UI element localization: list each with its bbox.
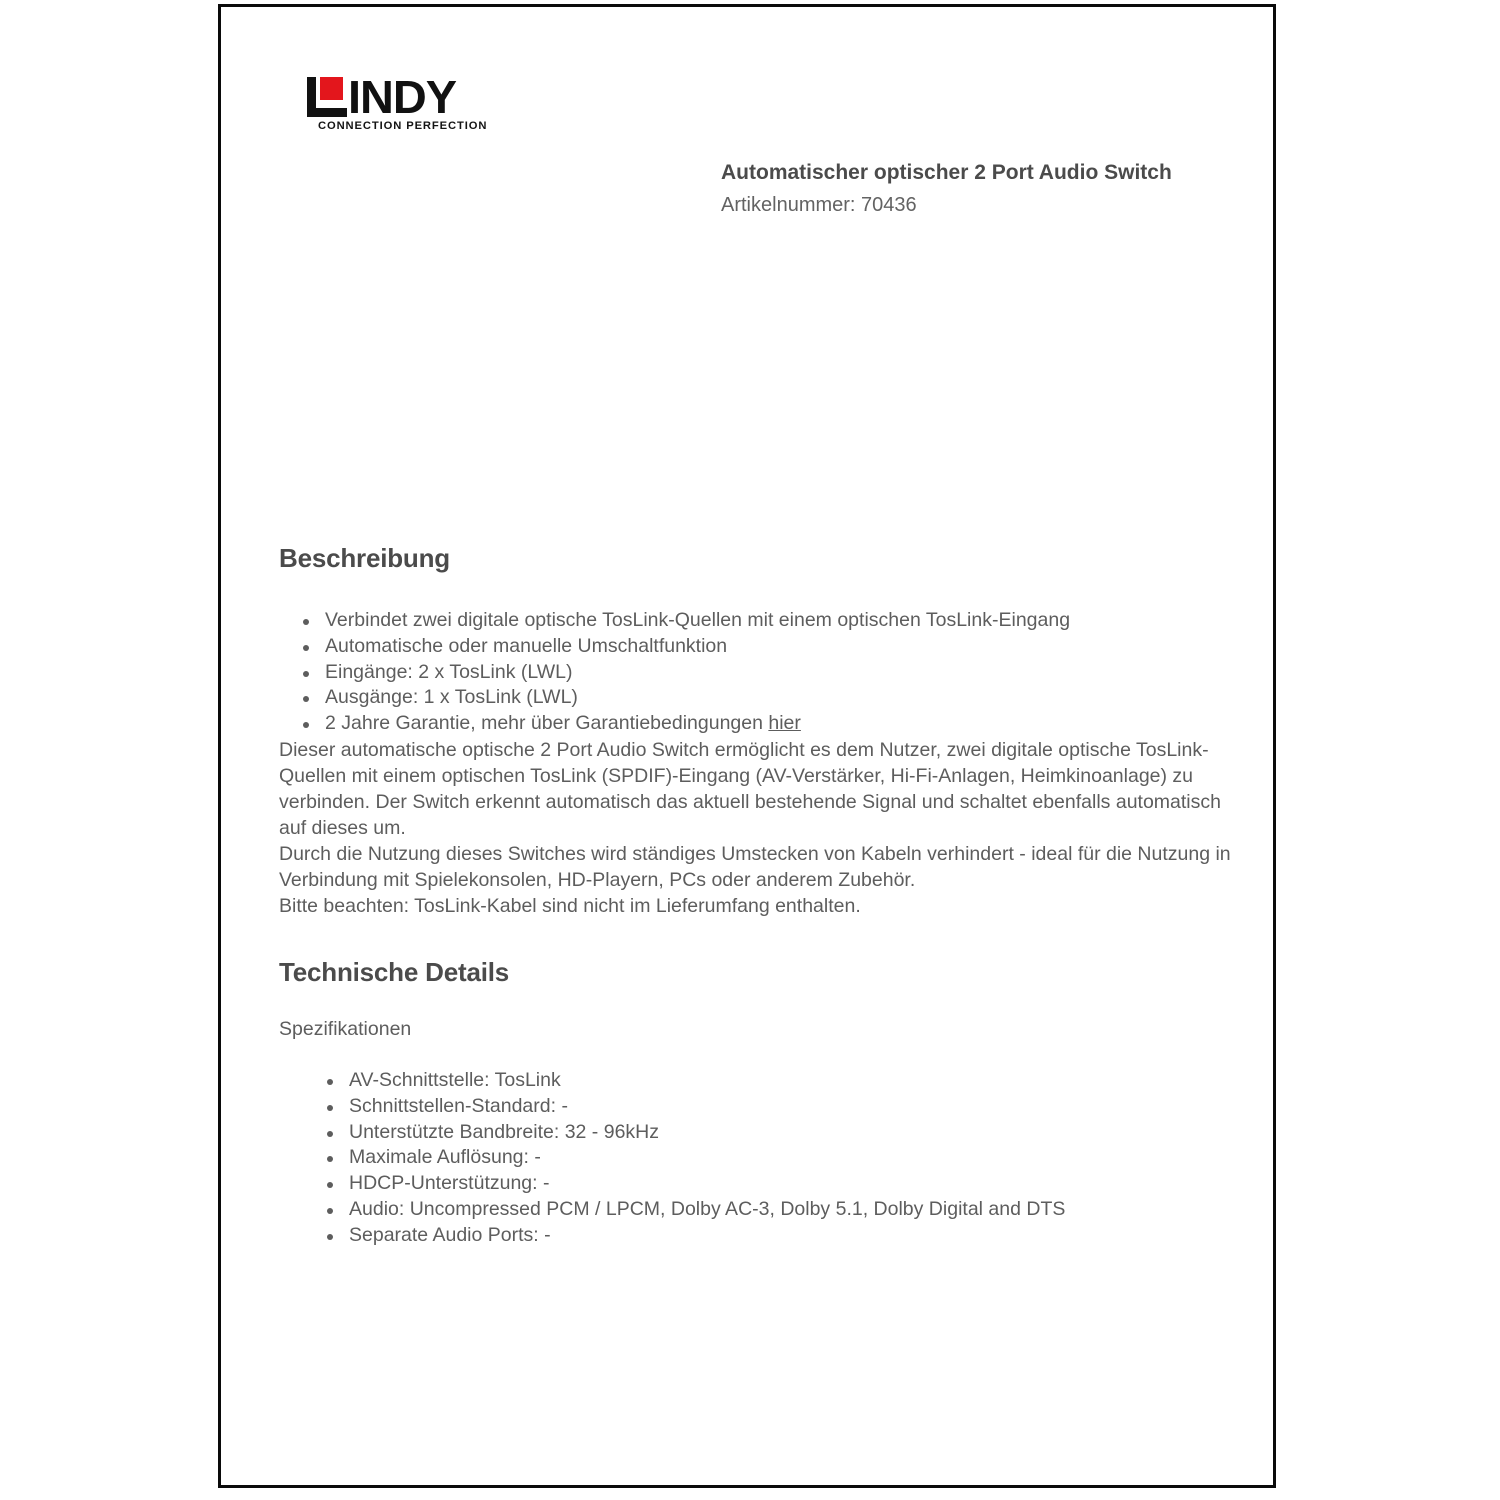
warranty-terms-link[interactable]: hier bbox=[768, 712, 801, 735]
list-item bbox=[325, 660, 1239, 686]
description-note: Bitte beachten: TosLink-Kabel sind nicht im Lieferumfang enthalten. bbox=[279, 894, 861, 917]
logo-wordmark bbox=[307, 71, 467, 123]
list-item bbox=[325, 711, 1239, 737]
list-item: HDCP-Unterstützung: - bbox=[349, 1171, 1239, 1197]
bullet-text: Eingänge: 2 x TosLink (LWL) bbox=[325, 660, 573, 683]
document-page bbox=[218, 4, 1276, 1488]
page-title: Automatischer optischer 2 Port Audio Switch bbox=[721, 161, 1172, 184]
document-content bbox=[279, 543, 1239, 1249]
description-bullet-list bbox=[279, 608, 1239, 737]
article-number: Artikelnummer: 70436 bbox=[721, 194, 917, 216]
specifications-list bbox=[279, 1068, 1239, 1249]
subheading-spezifikationen: Spezifikationen bbox=[279, 1017, 412, 1040]
logo-tagline: CONNECTION PERFECTION bbox=[318, 120, 488, 132]
list-item bbox=[325, 608, 1239, 634]
list-item bbox=[325, 685, 1239, 711]
logo-l-mark-icon bbox=[307, 77, 347, 117]
description-paragraph-1: Dieser automatische optische 2 Port Audio Switch ermöglicht es dem Nutzer, zwei digitale optische TosLink-Quellen mit einem optischen TosLink (SPDIF)-Eingang (AV-Verstärker, Hi-Fi-Anlagen, Heimkinoanlage) zu verbinden. Der Switch erkennt automatisch das aktuell bestehende Signal und schaltet ebenfalls automatisch auf dieses um. bbox=[279, 738, 1221, 839]
heading-technische-details: Technische Details bbox=[279, 956, 510, 987]
description-paragraph-2: Durch die Nutzung dieses Switches wird ständiges Umstecken von Kabeln verhindert - ideal für die Nutzung in Verbindung mit Spielekonsolen, HD-Playern, PCs oder anderem Zubehör. bbox=[279, 842, 1231, 891]
list-item: Schnittstellen-Standard: - bbox=[349, 1094, 1239, 1120]
list-item: Separate Audio Ports: - bbox=[349, 1223, 1239, 1249]
heading-beschreibung: Beschreibung bbox=[279, 543, 450, 573]
logo-wordmark-text: INDY bbox=[348, 71, 457, 123]
list-item: Audio: Uncompressed PCM / LPCM, Dolby AC-3, Dolby 5.1, Dolby Digital and DTS bbox=[349, 1197, 1239, 1223]
bullet-text: Ausgänge: 1 x TosLink (LWL) bbox=[325, 686, 578, 709]
list-item: Unterstützte Bandbreite: 32 - 96kHz bbox=[349, 1120, 1239, 1146]
document-header bbox=[721, 159, 1261, 220]
lindy-logo bbox=[307, 71, 488, 132]
bullet-text: Automatische oder manuelle Umschaltfunktion bbox=[325, 634, 728, 657]
bullet-text: 2 Jahre Garantie, mehr über Garantiebedingungen bbox=[325, 712, 769, 735]
list-item: AV-Schnittstelle: TosLink bbox=[349, 1068, 1239, 1094]
bullet-text: Verbindet zwei digitale optische TosLink-Quellen mit einem optischen TosLink-Eingang bbox=[325, 609, 1071, 631]
list-item: Maximale Auflösung: - bbox=[349, 1145, 1239, 1171]
list-item bbox=[325, 634, 1239, 660]
